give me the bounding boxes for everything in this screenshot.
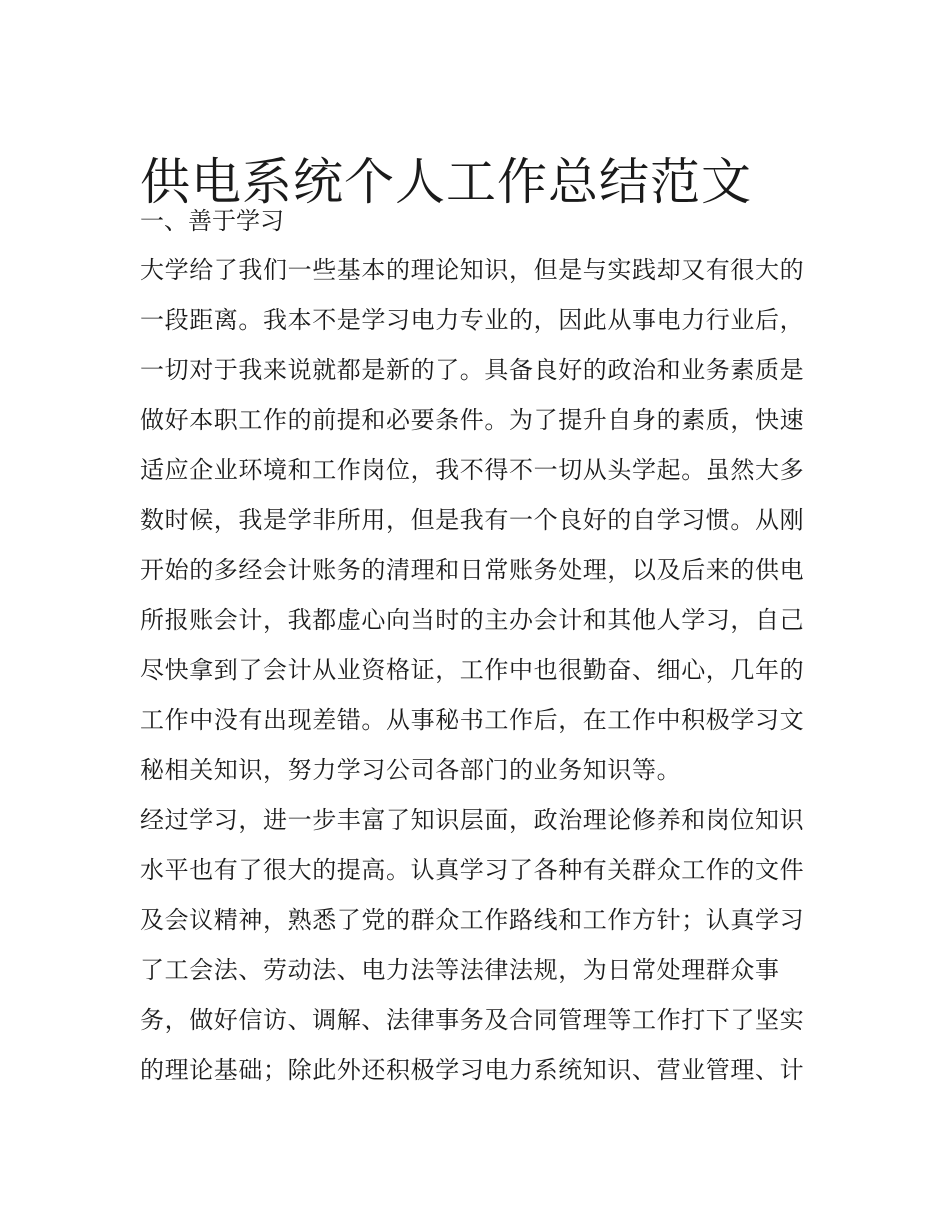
body-line: 尽快拿到了会计从业资格证，工作中也很勤奋、细心，几年的 [140, 656, 805, 684]
body-line: 水平也有了很大的提高。认真学习了各种有关群众工作的文件 [140, 856, 805, 884]
section-heading: 一、善于学习 [140, 207, 284, 235]
body-line: 务，做好信访、调解、法律事务及合同管理等工作打下了坚实 [140, 1006, 805, 1034]
document-title: 供电系统个人工作总结范文 [140, 152, 752, 211]
body-line: 秘相关知识，努力学习公司各部门的业务知识等。 [140, 756, 682, 784]
body-line: 开始的多经会计账务的清理和日常账务处理，以及后来的供电 [140, 556, 805, 584]
body-line: 经过学习，进一步丰富了知识层面，政治理论修养和岗位知识 [140, 806, 805, 834]
body-line: 的理论基础；除此外还积极学习电力系统知识、营业管理、计 [140, 1056, 805, 1084]
body-line: 了工会法、劳动法、电力法等法律法规，为日常处理群众事 [140, 956, 780, 984]
body-line: 大学给了我们一些基本的理论知识，但是与实践却又有很大的 [140, 256, 805, 284]
body-line: 数时候，我是学非所用，但是我有一个良好的自学习惯。从刚 [140, 506, 805, 534]
body-line: 一段距离。我本不是学习电力专业的，因此从事电力行业后， [140, 306, 805, 334]
body-line: 所报账会计，我都虚心向当时的主办会计和其他人学习，自己 [140, 606, 805, 634]
body-line: 及会议精神，熟悉了党的群众工作路线和工作方针；认真学习 [140, 906, 805, 934]
body-line: 一切对于我来说就都是新的了。具备良好的政治和业务素质是 [140, 356, 805, 384]
body-line: 工作中没有出现差错。从事秘书工作后，在工作中积极学习文 [140, 706, 805, 734]
body-line: 做好本职工作的前提和必要条件。为了提升自身的素质，快速 [140, 406, 805, 434]
body-line: 适应企业环境和工作岗位，我不得不一切从头学起。虽然大多 [140, 456, 805, 484]
